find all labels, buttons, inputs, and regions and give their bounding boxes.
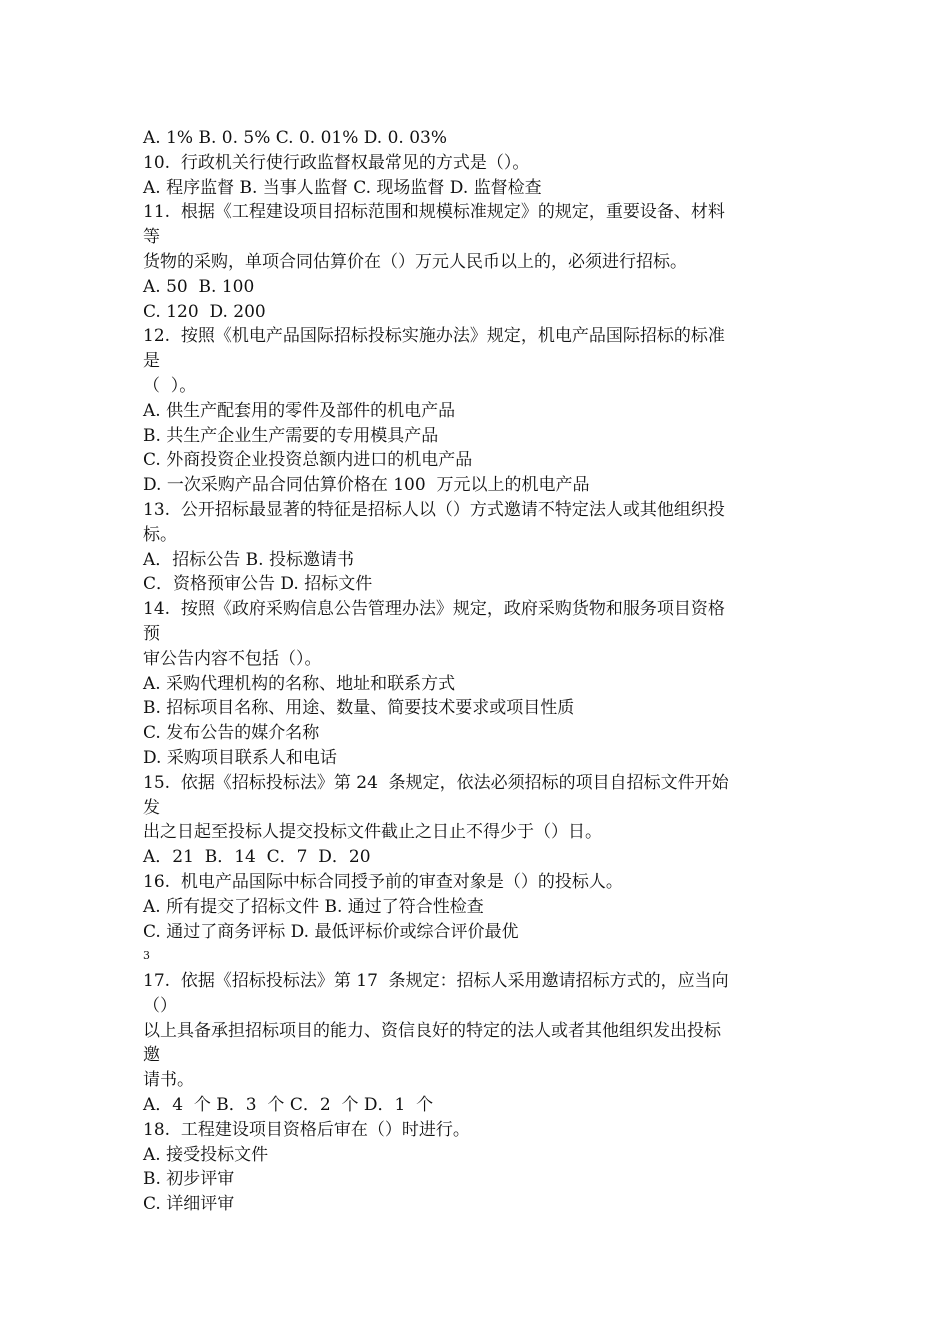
question-line-continuation: 货物的采购，单项合同估算价在（）万元人民币以上的，必须进行招标。 — [143, 251, 687, 272]
option-line: A. 1% B. 0. 5% C. 0. 01% D. 0. 03% — [143, 128, 448, 148]
option-line: A．招标公告 B. 投标邀请书 — [143, 549, 354, 570]
question-line-continuation: 审公告内容不包括（）。 — [143, 648, 322, 669]
question-line-continuation: （） — [143, 995, 177, 1016]
option-line: C. 通过了商务评标 D. 最低评标价或综合评价最优 — [143, 921, 519, 942]
question-line-continuation: 发 — [143, 797, 160, 818]
option-line: C. 详细评审 — [143, 1194, 235, 1215]
option-line: B. 共生产企业生产需要的专用模具产品 — [143, 425, 439, 446]
question-line: 16. 机电产品国际中标合同授予前的审查对象是（）的投标人。 — [143, 871, 623, 892]
question-line: 17. 依据《招标投标法》第 17 条规定：招标人采用邀请招标方式的，应当向 — [143, 971, 729, 992]
option-line: A. 供生产配套用的零件及部件的机电产品 — [143, 400, 456, 421]
option-line: C．资格预审公告 D. 招标文件 — [143, 574, 373, 595]
question-line: 10. 行政机关行使行政监督权最常见的方式是（）。 — [143, 152, 530, 173]
question-line: 12. 按照《机电产品国际招标投标实施办法》规定，机电产品国际招标的标准 — [143, 326, 725, 347]
question-line-continuation: 是 — [143, 351, 160, 372]
question-line-continuation: 出之日起至投标人提交投标文件截止之日止不得少于（）日。 — [143, 822, 602, 843]
option-line: A. 所有提交了招标文件 B. 通过了符合性检查 — [143, 896, 484, 917]
option-line: A. 程序监督 B. 当事人监督 C. 现场监督 D. 监督检查 — [143, 177, 542, 198]
option-line: D. 一次采购产品合同估算价格在 100 万元以上的机电产品 — [143, 475, 590, 496]
option-line: A．4 个 B．3 个 C．2 个 D．1 个 — [143, 1095, 434, 1116]
option-line: A．21 B．14 C．7 D．20 — [143, 847, 371, 868]
question-line-continuation: 请书。 — [143, 1070, 194, 1091]
option-line: A. 接受投标文件 — [143, 1144, 269, 1165]
option-line: A. 采购代理机构的名称、地址和联系方式 — [143, 673, 456, 694]
option-line: B. 招标项目名称、用途、数量、简要技术要求或项目性质 — [143, 698, 575, 719]
document-body — [143, 126, 813, 1217]
question-line: 13. 公开招标最显著的特征是招标人以（）方式邀请不特定法人或其他组织投 — [143, 499, 725, 520]
option-line: A. 50 B. 100 — [143, 276, 255, 297]
question-line-continuation: 预 — [143, 623, 160, 644]
question-line-continuation: 标。 — [143, 524, 177, 545]
question-line-continuation: 邀 — [143, 1045, 160, 1066]
question-line-continuation: 等 — [143, 227, 160, 248]
question-line: 14. 按照《政府采购信息公告管理办法》规定，政府采购货物和服务项目资格 — [143, 599, 725, 620]
option-line: B. 初步评审 — [143, 1169, 235, 1190]
option-line: D. 采购项目联系人和电话 — [143, 747, 337, 768]
question-line: 18. 工程建设项目资格后审在（）时进行。 — [143, 1119, 470, 1140]
option-line: C. 外商投资企业投资总额内进口的机电产品 — [143, 450, 473, 471]
question-line-continuation: 以上具备承担招标项目的能力、资信良好的特定的法人或者其他组织发出投标 — [143, 1020, 721, 1041]
question-line: 11. 根据《工程建设项目招标范围和规模标准规定》的规定，重要设备、材料 — [143, 202, 725, 223]
question-line: 15. 依据《招标投标法》第 24 条规定，依法必须招标的项目自招标文件开始 — [143, 772, 729, 793]
question-line-continuation: （ ）。 — [143, 375, 197, 396]
option-line: C. 发布公告的媒介名称 — [143, 723, 320, 744]
option-line: C. 120 D. 200 — [143, 301, 266, 322]
page-number: 3 — [143, 949, 150, 963]
